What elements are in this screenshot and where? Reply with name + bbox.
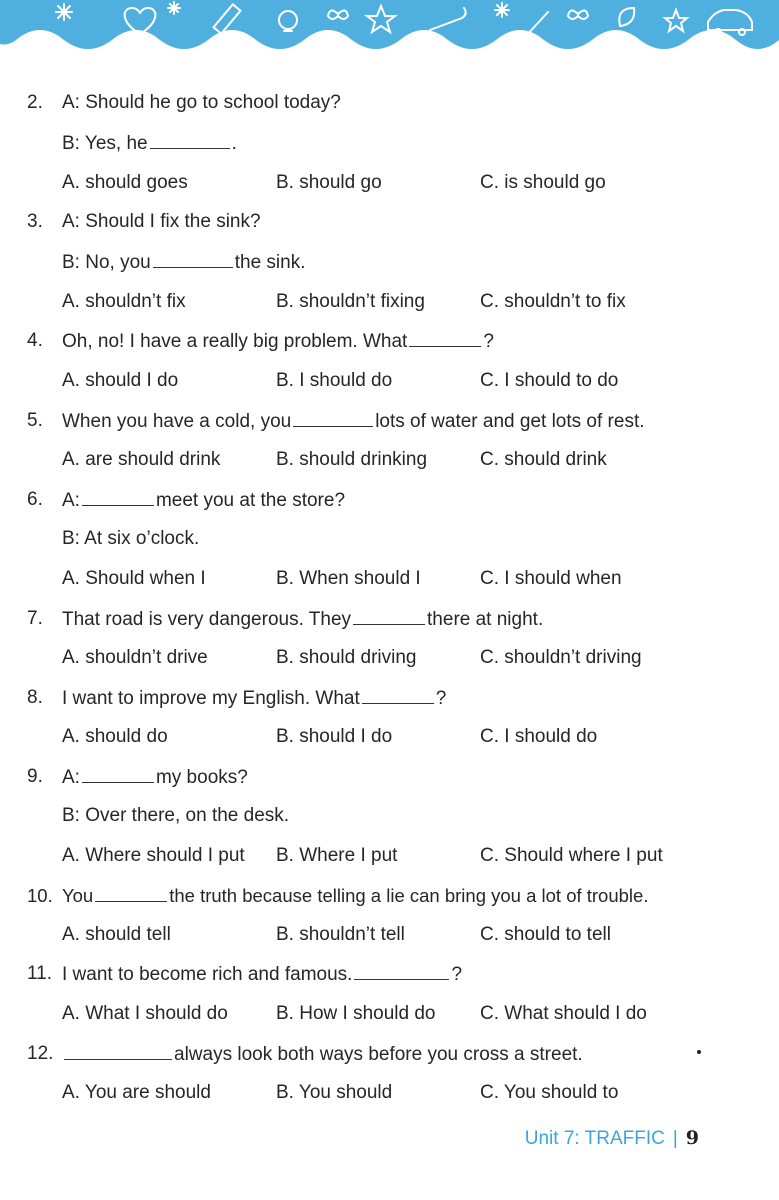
snowflake-icon	[168, 2, 180, 14]
question-number: 9.	[27, 766, 43, 787]
option-c[interactable]: C. is should go	[480, 172, 606, 193]
option-c[interactable]: C. should drink	[480, 449, 607, 470]
option-b[interactable]: B. I should do	[276, 370, 393, 391]
answer-blank[interactable]	[153, 250, 233, 268]
answer-blank[interactable]	[95, 884, 167, 902]
option-c[interactable]: C. I should to do	[480, 370, 619, 391]
option-a[interactable]: A. should tell	[62, 924, 171, 945]
answer-blank[interactable]	[82, 488, 154, 506]
option-c[interactable]: C. You should to	[480, 1082, 619, 1103]
option-b[interactable]: B. should drinking	[276, 449, 428, 470]
option-a[interactable]: A. shouldn’t fix	[62, 291, 186, 312]
option-b[interactable]: B. shouldn’t fixing	[276, 291, 425, 312]
option-b[interactable]: B. You should	[276, 1082, 393, 1103]
question-line-a: A: Should I fix the sink?	[62, 211, 261, 232]
question-line-a: A: Should he go to school today?	[62, 92, 341, 113]
question-number: 6.	[27, 489, 43, 510]
option-a[interactable]: A. Where should I put	[62, 845, 245, 866]
option-c[interactable]: C. What should I do	[480, 1003, 647, 1024]
option-b[interactable]: B. should I do	[276, 726, 393, 747]
answer-blank[interactable]	[293, 409, 373, 427]
option-b[interactable]: B. Where I put	[276, 845, 398, 866]
footer-separator: |	[672, 1128, 678, 1149]
page-footer	[525, 1125, 699, 1152]
option-a[interactable]: A. are should drink	[62, 449, 221, 470]
option-b[interactable]: B. shouldn’t tell	[276, 924, 405, 945]
question-number: 7.	[27, 608, 43, 629]
answer-blank[interactable]	[354, 962, 449, 980]
option-a[interactable]: A. Should when I	[62, 568, 206, 589]
page-number: 9	[685, 1127, 699, 1149]
answer-blank[interactable]	[150, 131, 230, 149]
option-c[interactable]: C. shouldn’t driving	[480, 647, 642, 668]
option-c[interactable]: C. I should when	[480, 568, 622, 589]
option-a[interactable]: A. should goes	[62, 172, 188, 193]
question-number: 4.	[27, 330, 43, 351]
option-a[interactable]: A. What I should do	[62, 1003, 228, 1024]
option-a[interactable]: A. You are should	[62, 1082, 211, 1103]
banner-wave-shape	[0, 0, 779, 49]
question-number: 11.	[27, 963, 53, 984]
question-number: 5.	[27, 410, 43, 431]
answer-blank[interactable]	[82, 765, 154, 783]
answer-blank[interactable]	[64, 1042, 172, 1060]
option-b[interactable]: B. should driving	[276, 647, 417, 668]
option-c[interactable]: C. shouldn’t to fix	[480, 291, 626, 312]
question-number: 3.	[27, 211, 43, 232]
stray-dot	[697, 1050, 701, 1054]
answer-blank[interactable]	[362, 686, 434, 704]
answer-blank[interactable]	[353, 607, 425, 625]
question-number: 10.	[27, 885, 53, 906]
option-b[interactable]: B. How I should do	[276, 1003, 436, 1024]
option-b[interactable]: B. When should I	[276, 568, 421, 589]
question-number: 8.	[27, 687, 43, 708]
answer-blank[interactable]	[409, 329, 481, 347]
option-c[interactable]: C. Should where I put	[480, 845, 663, 866]
unit-title: Unit 7: TRAFFIC	[524, 1128, 665, 1149]
option-a[interactable]: A. should I do	[62, 370, 179, 391]
option-c[interactable]: C. I should do	[480, 726, 598, 747]
question-number: 12.	[27, 1043, 54, 1064]
option-b[interactable]: B. should go	[276, 172, 382, 193]
question-number: 2.	[27, 92, 43, 113]
snowflake-icon	[495, 3, 509, 17]
option-a[interactable]: A. should do	[62, 726, 168, 747]
option-a[interactable]: A. shouldn’t drive	[62, 647, 208, 668]
decorative-banner	[0, 0, 779, 70]
option-c[interactable]: C. should to tell	[480, 924, 611, 945]
snowflake-icon	[56, 4, 72, 20]
